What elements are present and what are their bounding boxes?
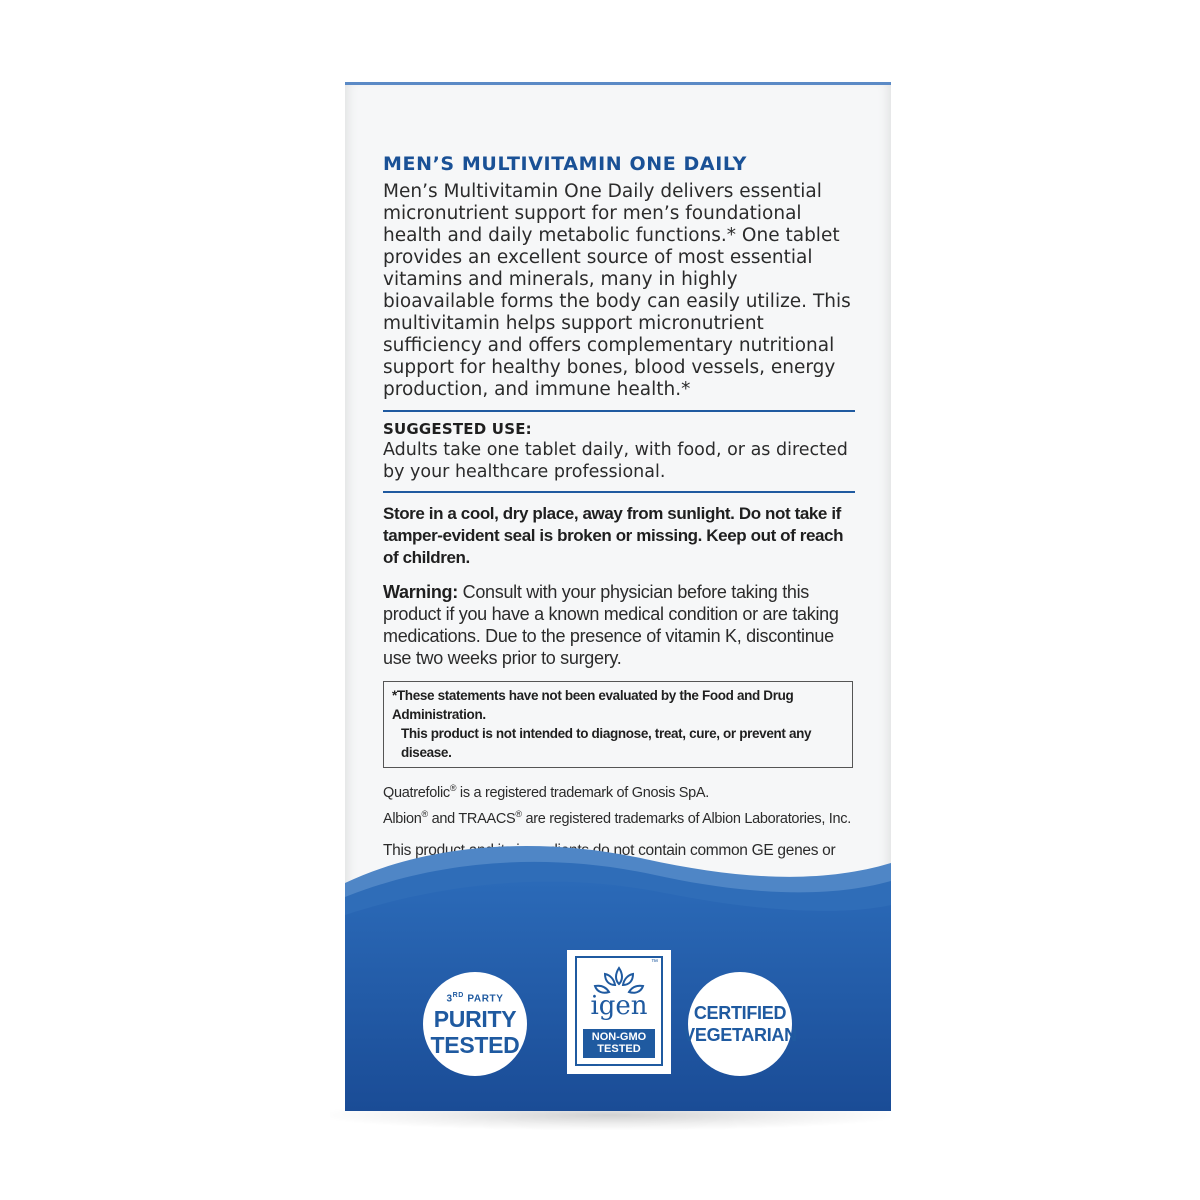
igen-non-gmo-badge	[567, 950, 671, 1074]
veg-badge-line2: VEGETARIAN	[683, 1025, 797, 1045]
registered-mark: ®	[421, 808, 428, 819]
trademark-quatrefolic-name: Quatrefolic	[383, 784, 450, 801]
product-box-back-panel	[345, 82, 891, 1111]
fda-disclaimer-box	[383, 681, 853, 768]
trademark-albion-name: Albion	[383, 810, 422, 827]
fda-disclaimer-line2: This product is not intended to diagnose, treat, cure, or prevent any disease.	[401, 726, 812, 760]
purity-badge-sup: RD	[452, 992, 464, 1000]
igen-logo-icon	[585, 964, 653, 1026]
trademark-albion-and: and	[427, 810, 459, 827]
non-gmo-label	[583, 1029, 655, 1058]
purity-badge-prefix: 3	[446, 993, 453, 1005]
suggested-use-text: Adults take one tablet daily, with food, or as directed by your healthcare professional.	[383, 440, 848, 482]
certified-vegetarian-badge	[683, 972, 797, 1076]
veg-badge-line1: CERTIFIED	[693, 1003, 787, 1023]
igen-badge-frame	[575, 956, 663, 1066]
label-text-area	[383, 151, 855, 882]
trademark-notices	[383, 778, 855, 830]
product-title: MEN’S MULTIVITAMIN ONE DAILY	[383, 153, 747, 175]
non-ge-statement: This product do not contain common GE genes or	[383, 841, 836, 859]
warning-text: Consult with your physician before taking this product if you have a known medical condition or are taking medications. Due to the presence of vitamin K, discontinue use two weeks prior to surgery.	[383, 582, 839, 668]
divider-rule	[383, 410, 855, 412]
purity-tested-badge	[423, 972, 527, 1076]
warning-label: Warning:	[383, 582, 458, 602]
trademark-traacs-name: TRAACS	[458, 810, 516, 827]
purity-badge-line2: TESTED	[430, 1031, 520, 1058]
suggested-use-heading: SUGGESTED USE:	[383, 420, 532, 438]
purity-badge-line1: PURITY	[433, 1005, 517, 1032]
non-gmo-label-line2: TESTED	[597, 1043, 641, 1055]
igen-logo-text: igen	[590, 991, 648, 1021]
registered-mark: ®	[449, 783, 457, 793]
igen-trademark: ™	[651, 959, 658, 966]
warning-paragraph	[383, 581, 855, 669]
purity-badge-suffix: PARTY	[463, 993, 504, 1005]
divider-rule	[383, 491, 855, 493]
fda-disclaimer-line1: *These statements have not been evaluated by the Food and Drug Administration.	[392, 688, 794, 722]
purity-badge-small-text	[446, 990, 503, 1005]
trademark-albion-rest: are registered trademarks of Albion Laboratories, Inc.	[521, 810, 851, 827]
non-gmo-label-line1: NON-GMO	[591, 1031, 647, 1043]
trademark-quatrefolic-rest: is a registered trademark of Gnosis SpA.	[456, 784, 710, 801]
igen-leaves	[595, 968, 643, 993]
registered-mark: ®	[515, 808, 522, 819]
storage-instructions: Store in a cool, dry place, away from sunlight. Do not take if tamper-evident seal is broken or missing. Keep out of reach of children.	[383, 504, 844, 567]
product-description: Men’s Multivitamin One Daily delivers essential micronutrient support for men’s foundational health and daily metabolic functions.* One tablet provides an excellent source of most essential vitamins and minerals, many in highly bioavailable forms the body can easily utilize. This multivitamin helps support micronutrient sufficiency and offers complementary nutritional support for healthy bones, blood vessels, energy production, and immune health.*	[383, 181, 851, 400]
